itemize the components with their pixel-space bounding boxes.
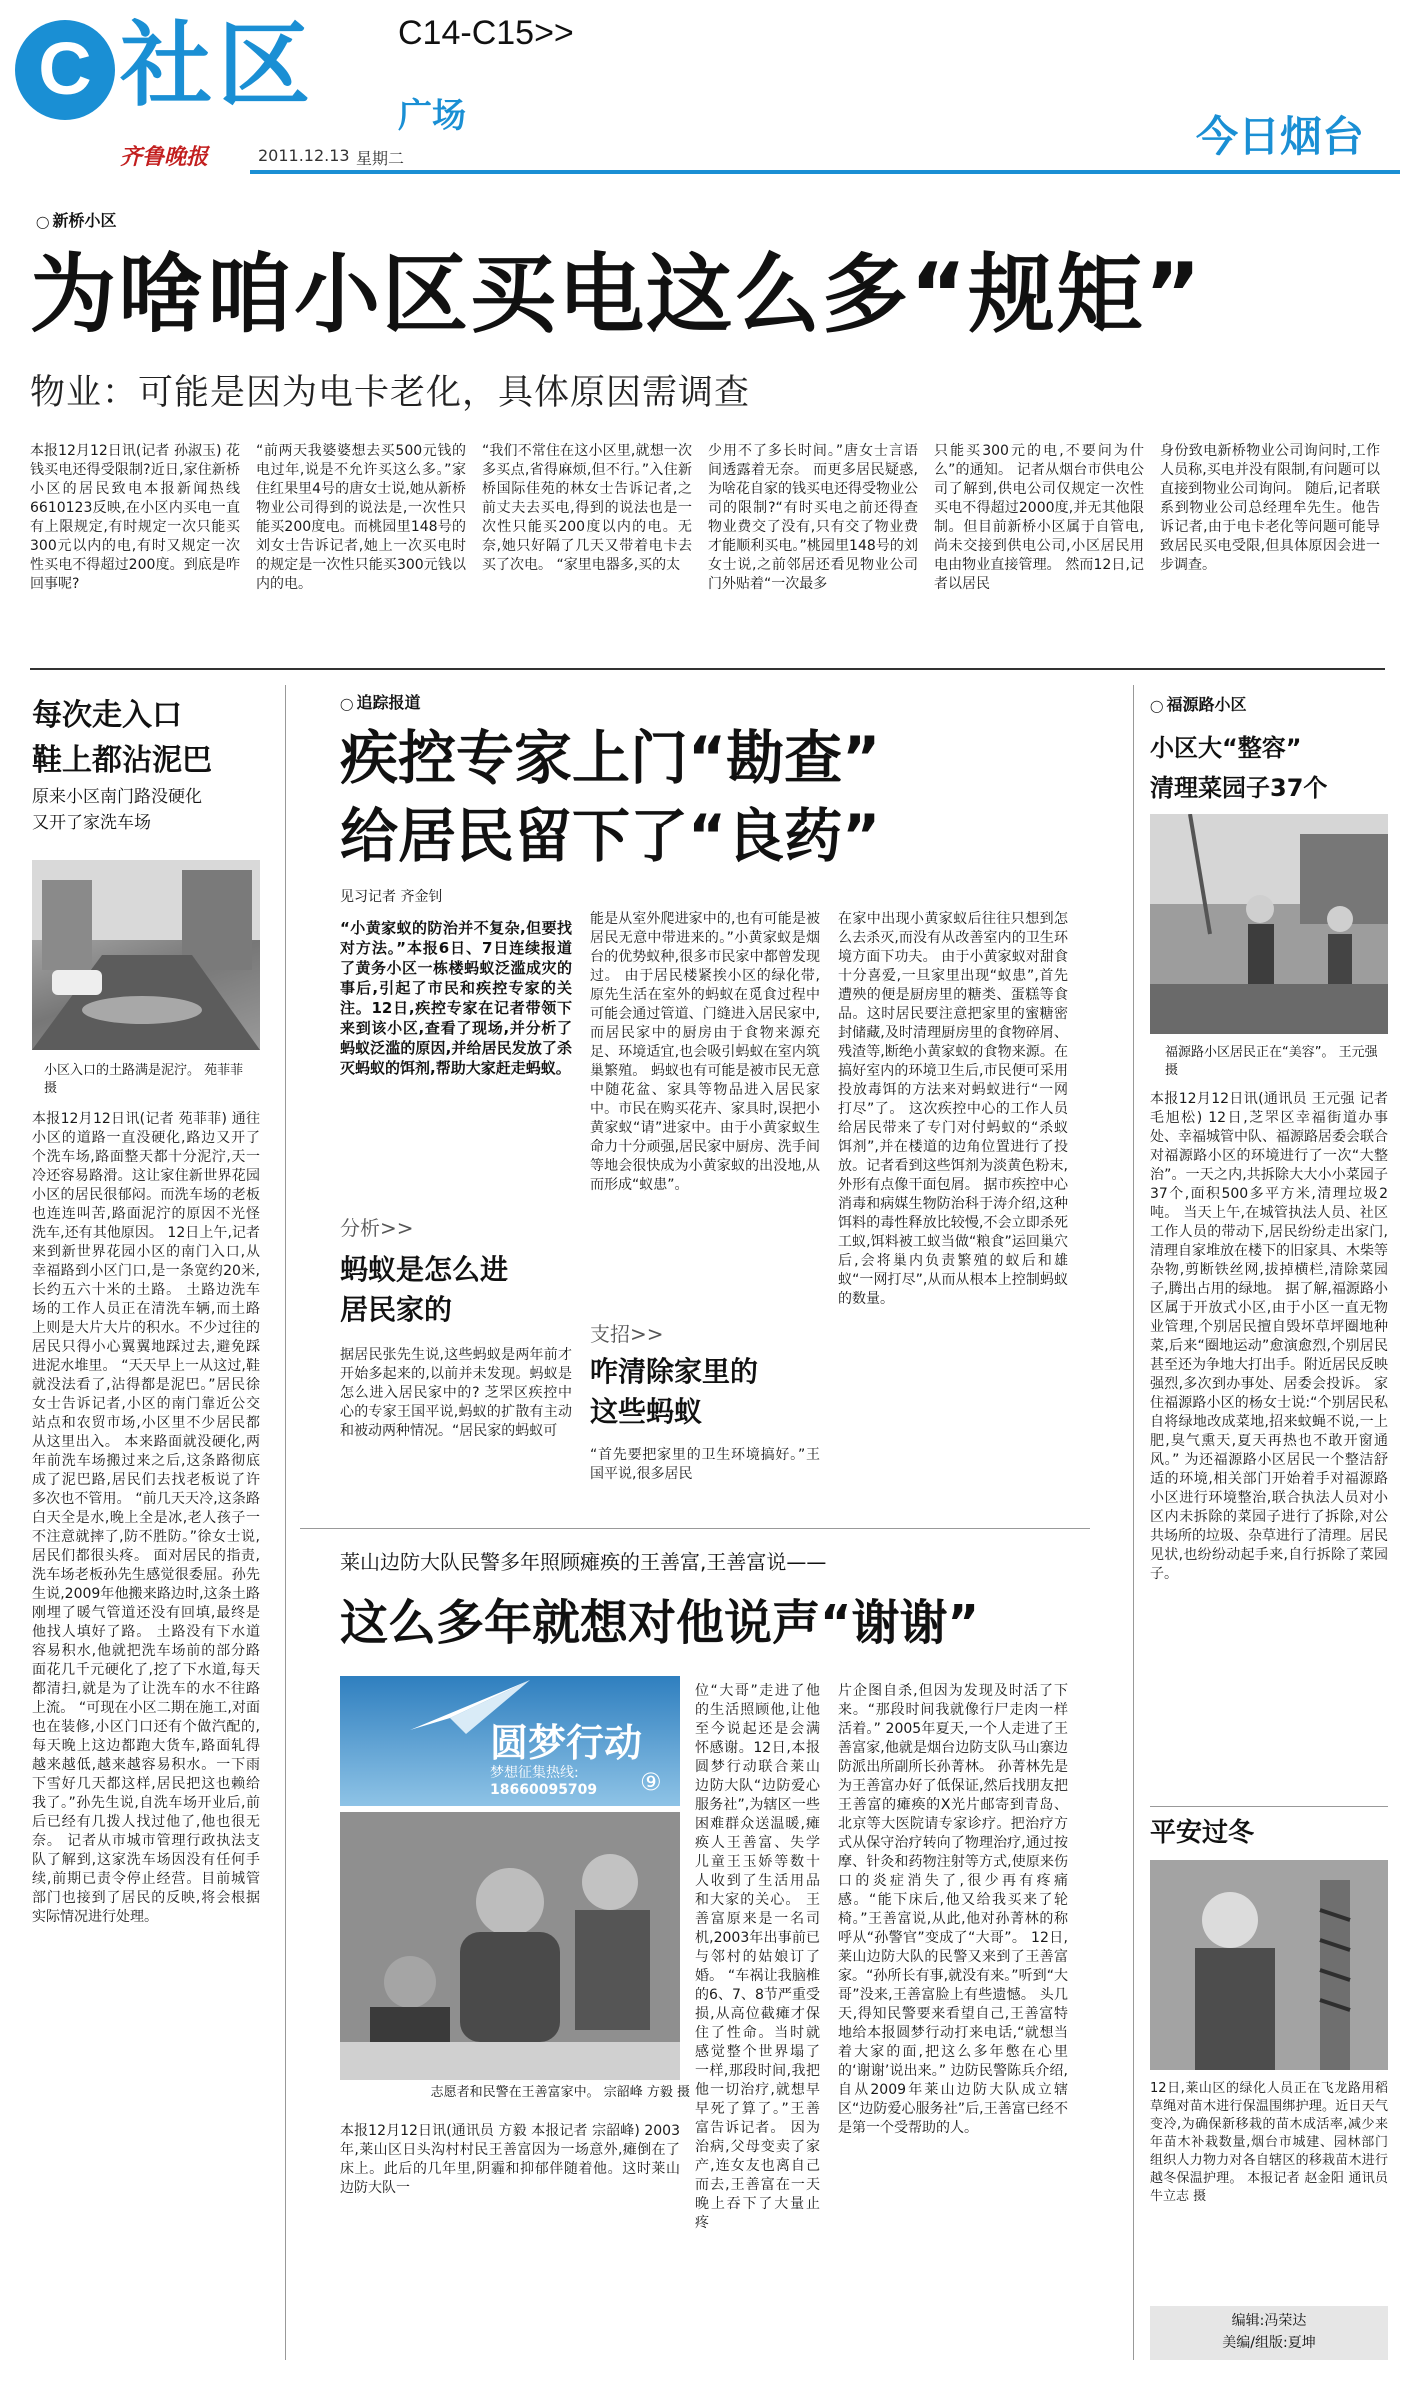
issue-date: 2011.12.13 xyxy=(258,146,350,165)
left-subheadline-2: 又开了家洗车场 xyxy=(32,813,151,833)
banner-hotline-number: 18660095709 xyxy=(490,1782,598,1798)
left-subheadline-1: 原来小区南门路没硬化 xyxy=(32,787,202,807)
subsection-title: 广场 xyxy=(398,96,466,136)
lead-headline: 为啥咱小区买电这么多“规矩” xyxy=(30,245,1204,345)
banner-hotline-label: 梦想征集热线: xyxy=(490,1765,579,1781)
safe-winter-headline: 平安过冬 xyxy=(1150,1818,1255,1848)
support-label: 支招>> xyxy=(590,1322,664,1346)
divider xyxy=(1150,1806,1388,1807)
support-heading: 咋清除家里的这些蚂蚁 xyxy=(590,1355,759,1428)
column-rule xyxy=(285,685,286,2360)
edition-name: 今日烟台 xyxy=(1196,112,1365,161)
editor-name: 编辑:冯荣达 xyxy=(1231,2313,1307,2329)
bottom-column-2: 片企图自杀,但因为发现及时活了下来。“那段时间我就像行尸走肉一样活着。” 2005年夏天,一个人走进了王善富家,他就是烟台边防支队马山寨边防派出所副所长孙菁林。 孙菁林先是为王善富办好了低保证,然后找朋友把王善富的瘫痪的X光片邮寄到青岛、北京等大医院请专家诊疗。把治疗方式从保守治疗转向了物理治疗,通过按摩、针灸和药物注射等方式,使原来伤口的炎症消失了,很少再有疼痛感。“能下床后,他又给我买来了轮椅。”王善富说,从此,他对孙菁林的称呼从“孙警官”变成了“大哥”。 12日,莱山边防大队的民警又来到了王善富家。“孙所长有事,就没有来。”听到“大哥”没来,王善富脸上有些遗憾。 头几天,得知民警要来看望自己,王善富特地给本报圆梦行动打来电话,“就想当着大家的面,把这么多年憋在心里的‘谢谢’说出来。” 边防民警陈兵介绍,自从2009年莱山边防大队成立辖区“边防爱心服务社”后,王善富已经不是第一个受帮助的人。 xyxy=(838,1683,1068,2136)
center-column-3: 在家中出现小黄家蚁后往往只想到怎么去杀灭,而没有从改善室内的卫生环境方面下功夫。 由于小黄家蚁对甜食十分喜爱,一旦家里出现“蚁患”,首先遭殃的便是厨房里的糖类、蛋糕等食品。这时居民要注意把家里的蜜糖密封储藏,及时清理厨房里的食物碎屑、残渣等,断绝小黄家蚁的食物来源。在搞好室内的环境卫生后,市民便可采用投放毒饵的方法来对蚂蚁进行“一网打尽”了。 这次疾控中心的工作人员给居民带来了专门对付蚂蚁的“杀蚁饵剂”,并在楼道的边角位置进行了投放。记者看到这些饵剂为淡黄色粉末,外形有点像干面包屑。 据市疾控中心消毒和病媒生物防治科于涛介绍,这种饵料的毒性释放比较慢,不会立即杀死工蚁,饵料被工蚁当做“粮食”运回巢穴后,会将巢内负责繁殖的蚁后和雄蚁“一网打尽”,从而从根本上控制蚂蚁的数量。 xyxy=(838,911,1068,1307)
section-title: 社区 xyxy=(120,12,317,119)
column-rule xyxy=(1133,685,1134,2360)
volunteer-photo xyxy=(340,1812,680,2080)
bottom-byline-text: 本报12月12日讯(通讯员 方毅 本报记者 宗韶峰) 2003年,莱山区日头沟村村民王善富因为一场意外,瘫倒在了床上。此后的几年里,阴霾和抑郁伴随着他。这时莱山边防大队一 xyxy=(340,2123,680,2196)
dream-banner xyxy=(340,1676,680,1806)
bottom-kicker: 莱山边防大队民警多年照顾瘫痪的王善富,王善富说—— xyxy=(340,1550,827,1574)
analysis-heading: 蚂蚁是怎么进居民家的 xyxy=(340,1253,509,1326)
lead-column: 只能买300元的电,不要问为什么”的通知。 记者从烟台市供电公司了解到,供电公司仅规定一次性买电不得超过2000度,并无其他限制。但目前新桥小区属于自管电,尚未交接到供电公司,小区居民用电由物业直接管理。 然而12日,记者以居民 xyxy=(934,443,1144,592)
banner-index: ⑨ xyxy=(640,1768,662,1796)
editor-credit xyxy=(1150,2306,1388,2360)
tree-wrapping-photo xyxy=(1150,1860,1388,2070)
center-tag: ◯ 追踪报道 xyxy=(340,690,420,713)
lead-tag: ◯ 新桥小区 xyxy=(36,208,116,231)
center-headline-1: 疾控专家上门“勘查” xyxy=(340,724,881,792)
masthead xyxy=(0,0,1417,180)
banner-title: 圆梦行动 xyxy=(490,1721,643,1765)
cleanup-photo xyxy=(1150,814,1388,1034)
center-byline: 见习记者 齐金钊 xyxy=(340,889,443,905)
lead-subheadline: 物业：可能是因为电卡老化，具体原因需调查 xyxy=(30,373,751,413)
safe-winter-caption: 12日,莱山区的绿化人员正在飞龙路用稻草绳对苗木进行保温围绑护理。近日天气变冷,为确保新移栽的苗木成活率,减少来年苗木补栽数量,烟台市城建、园林部门组织人力物力对各自辖区的移栽苗木进行越冬保温护理。 本报记者 赵金阳 通讯员 牛立志 摄 xyxy=(1150,2081,1388,2204)
analysis-label: 分析>> xyxy=(340,1216,414,1240)
right-headline-2: 清理菜园子37个 xyxy=(1150,774,1328,802)
masthead-rule xyxy=(250,170,1400,174)
lead-column: 少用不了多长时间。”唐女士言语间透露着无奈。 而更多居民疑惑,为啥花自家的钱买电还得受物业公司的限制?“有时买电之前还得查物业费交了没有,只有交了物业费才能顺利买电。”桃园里148号的刘女士说,之前邻居还看见物业公司门外贴着“一次最多 xyxy=(708,443,918,592)
center-headline-2: 给居民留下了“良药” xyxy=(340,802,881,870)
lead-column: 本报12月12日讯(记者 孙淑玉) 花钱买电还得受限制?近日,家住新桥小区的居民致电本报新闻热线6610123反映,在小区内买电一直有上限规定,有时规定一次只能买300元以内的电,有时又规定一次性买电不得超过200度。到底是咋回事呢? xyxy=(30,443,240,592)
divider xyxy=(300,1528,1090,1529)
divider xyxy=(30,668,1385,670)
left-body: 本报12月12日讯(记者 苑菲菲) 通往小区的道路一直没硬化,路边又开了个洗车场,路面整天都十分泥泞,天一冷还容易路滑。这让家住新世界花园小区的居民很郁闷。而洗车场的老板也连连叫苦,路面泥泞的原因不光怪洗车,还有其他原因。 12日上午,记者来到新世界花园小区的南门入口,从幸福路到小区门口,是一条宽约20米,长约五六十米的土路。 土路边洗车场的工作人员正在清洗车辆,而土路上则是大片大片的积水。不少过往的居民只得小心翼翼地踩过去,避免踩进泥水堆里。 “天天早上一从这过,鞋就没法看了,沾得都是泥巴。”居民徐女士告诉记者,小区的南门靠近公交站点和农贸市场,小区里不少居民都从这里出入。 本来路面就没硬化,两年前洗车场搬过来之后,这条路彻底成了泥巴路,居民们去找老板说了许多次也不管用。 “前几天天冷,这条路白天全是水,晚上全是冰,老人孩子一不注意就摔了,防不胜防。”徐女士说,居民们都很头疼。 面对居民的指责,洗车场老板孙先生感觉很委屈。孙先生说,2009年他搬来路边时,这条土路刚埋了暖气管道还没有回填,最终是他找人填好了路。 土路没有下水道容易积水,他就把洗车场前的部分路面花几千元硬化了,挖了下水道,每天都清扫,就是为了让洗车的水不往路上流。 “可现在小区二期在施工,对面也在装修,小区门口还有个做汽配的,每天晚上这边都跑大货车,路面轧得越来越低,越来越容易积水。一下雨下雪好几天都这样,居民把这也赖给我了。”孙先生说,自洗车场开业后,前后已经有几拨人找过他了,他也很无奈。 记者从市城市管理行政执法支队了解到,这家洗车场因没有任何手续,前期已责令停止经营。目前城管部门也接到了居民的反映,将会根据实际情况进行处理。 xyxy=(32,1111,260,1925)
left-photo-caption: 小区入口的土路满是泥泞。 苑菲菲 摄 xyxy=(44,1063,244,1096)
lead-column: “我们不常住在这小区里,就想一次多买点,省得麻烦,但不行。”入住新桥国际佳苑的林女士告诉记者,之前丈夫去买电,得到的说法也是一次性只能买200度以内的电。无奈,她只好隔了几天又带着电卡去买了次电。 “家里电器多,买的太 xyxy=(482,443,692,573)
center-intro xyxy=(340,918,572,1188)
left-headline-1: 每次走入口 xyxy=(32,698,182,733)
right-photo-caption: 福源路小区居民正在“美容”。 王元强 摄 xyxy=(1165,1045,1378,1078)
page-range: C14-C15>> xyxy=(398,14,574,52)
right-tag: ◯ 福源路小区 xyxy=(1150,692,1246,715)
lead-column: “前两天我婆婆想去买500元钱的电过年,说是不允许买这么多。”家住红果里4号的唐女士说,她从新桥物业公司得到的说法是,一次性只能买200度电。而桃园里148号的刘女士告诉记者,她上一次买电时的规定是一次性只能买300元钱以内的电。 xyxy=(256,443,466,592)
street-photo xyxy=(32,860,260,1050)
lead-column: 身份致电新桥物业公司询问时,工作人员称,买电并没有限制,有问题可以直接到物业公司询问。 随后,记者联系到物业公司总经理牟先生。他告诉记者,由于电卡老化等问题可能导致居民买电受限,但具体原因会进一步调查。 xyxy=(1160,443,1380,573)
section-logo-icon: C xyxy=(15,20,115,120)
center-column-2: 能是从室外爬进家中的,也有可能是被居民无意中带进来的。”小黄家蚁是烟台的优势蚁种,很多市民家中都曾发现过。 由于居民楼紧挨小区的绿化带,原先生活在室外的蚂蚁在觅食过程中可能会通过管道、门缝进入居民家中,而居民家中的厨房由于食物来源充足、环境适宜,也会吸引蚂蚁在室内筑巢繁殖。 蚂蚁也有可能是被市民无意中随花盆、家具等物品进入居民家中。市民在购买花卉、家具时,误把小黄家蚁“请”进家中。由于小黄家蚁生命力十分顽强,居民家中厨房、洗手间等地会很快成为小黄家蚁的出没地,从而形成“蚁患”。 xyxy=(590,911,820,1193)
support-text: “首先要把家里的卫生环境搞好。”王国平说,很多居民 xyxy=(590,1447,820,1482)
bottom-column-1: 位“大哥”走进了他的生活照顾他,让他至今说起还是会满怀感谢。12日,本报圆梦行动联合莱山边防大队“边防爱心服务社”,为辖区一些困难群众送温暖,瘫痪人王善富、失学儿童王玉娇等数十人收到了生活用品和大家的关心。 王善富原来是一名司机,2003年出事前已与邻村的姑娘订了婚。 “车祸让我脑椎的6、7、8节严重受损,从高位截瘫才保住了性命。当时就感觉整个世界塌了一样,那段时间,我把他一切治疗,就想早早死了算了。”王善富告诉记者。 因为治病,父母变卖了家产,连女友也离自己而去,王善富在一天晚上吞下了大量止疼 xyxy=(695,1683,820,2231)
bottom-photo-caption: 志愿者和民警在王善富家中。 宗韶峰 方毅 摄 xyxy=(430,2085,690,2100)
right-body: 本报12月12日讯(通讯员 王元强 记者 毛旭松) 12日,芝罘区幸福街道办事处、幸福城管中队、福源路居委会联合对福源路小区的环境进行了一次“大整治”。一天之内,共拆除大大小小菜园子37个,面积500多平方米,清理垃圾2吨。 当天上午,在城管执法人员、社区工作人员的带动下,居民纷纷走出家门,清理自家堆放在楼下的旧家具、木柴等杂物,剪断铁丝网,拔掉横栏,清除菜园子,腾出占用的绿地。 据了解,福源路小区属于开放式小区,由于小区一直无物业管理,个别居民擅自毁坏草坪圈地种菜,后来“圈地运动”愈演愈烈,个别居民甚至还为争地大打出手。附近居民反映强烈,多次到办事处、居委会投诉。 家住福源路小区的杨女士说:“个别居民私自将绿地改成菜地,招来蚊蝇不说,一上肥,臭气熏天,夏天再热也不敢开窗通风。” 为还福源路小区居民一个整洁舒适的环境,相关部门开始着手对福源路小区进行环境整治,联合执法人员对小区内未拆除的菜园子进行了拆除,对公共场所的垃圾、杂草进行了清理。居民见状,也纷纷动起手来,自行拆除了菜园子。 xyxy=(1150,1091,1388,1582)
center-intro-text: “小黄家蚁的防治并不复杂,但要找对方法。”本报6日、7日连续报道了黄务小区一栋楼蚂蚁泛滥成灾的事后,引起了市民和疾控专家的关注。12日,疾控专家在记者带领下来到该小区,查看了现场,并分析了蚂蚁泛滥的原因,并给居民发放了杀灭蚂蚁的饵剂,帮助大家赶走蚂蚁。 xyxy=(340,919,572,1077)
left-headline-2: 鞋上都沾泥巴 xyxy=(32,743,212,778)
right-headline-1: 小区大“整容” xyxy=(1150,734,1302,762)
analysis-text: 据居民张先生说,这些蚂蚁是两年前才开始多起来的,以前并未发现。蚂蚁是怎么进入居民家中的? 芝罘区疾控中心的专家王国平说,蚂蚁的扩散有主动和被动两种情况。“居民家的蚂蚁可 xyxy=(340,1347,572,1439)
paper-logo: 齐鲁晚报 xyxy=(120,144,209,170)
designer-name: 美编/组版:夏坤 xyxy=(1222,2335,1316,2351)
issue-weekday: 星期二 xyxy=(356,149,405,168)
bottom-headline: 这么多年就想对他说声“谢谢” xyxy=(340,1595,980,1651)
